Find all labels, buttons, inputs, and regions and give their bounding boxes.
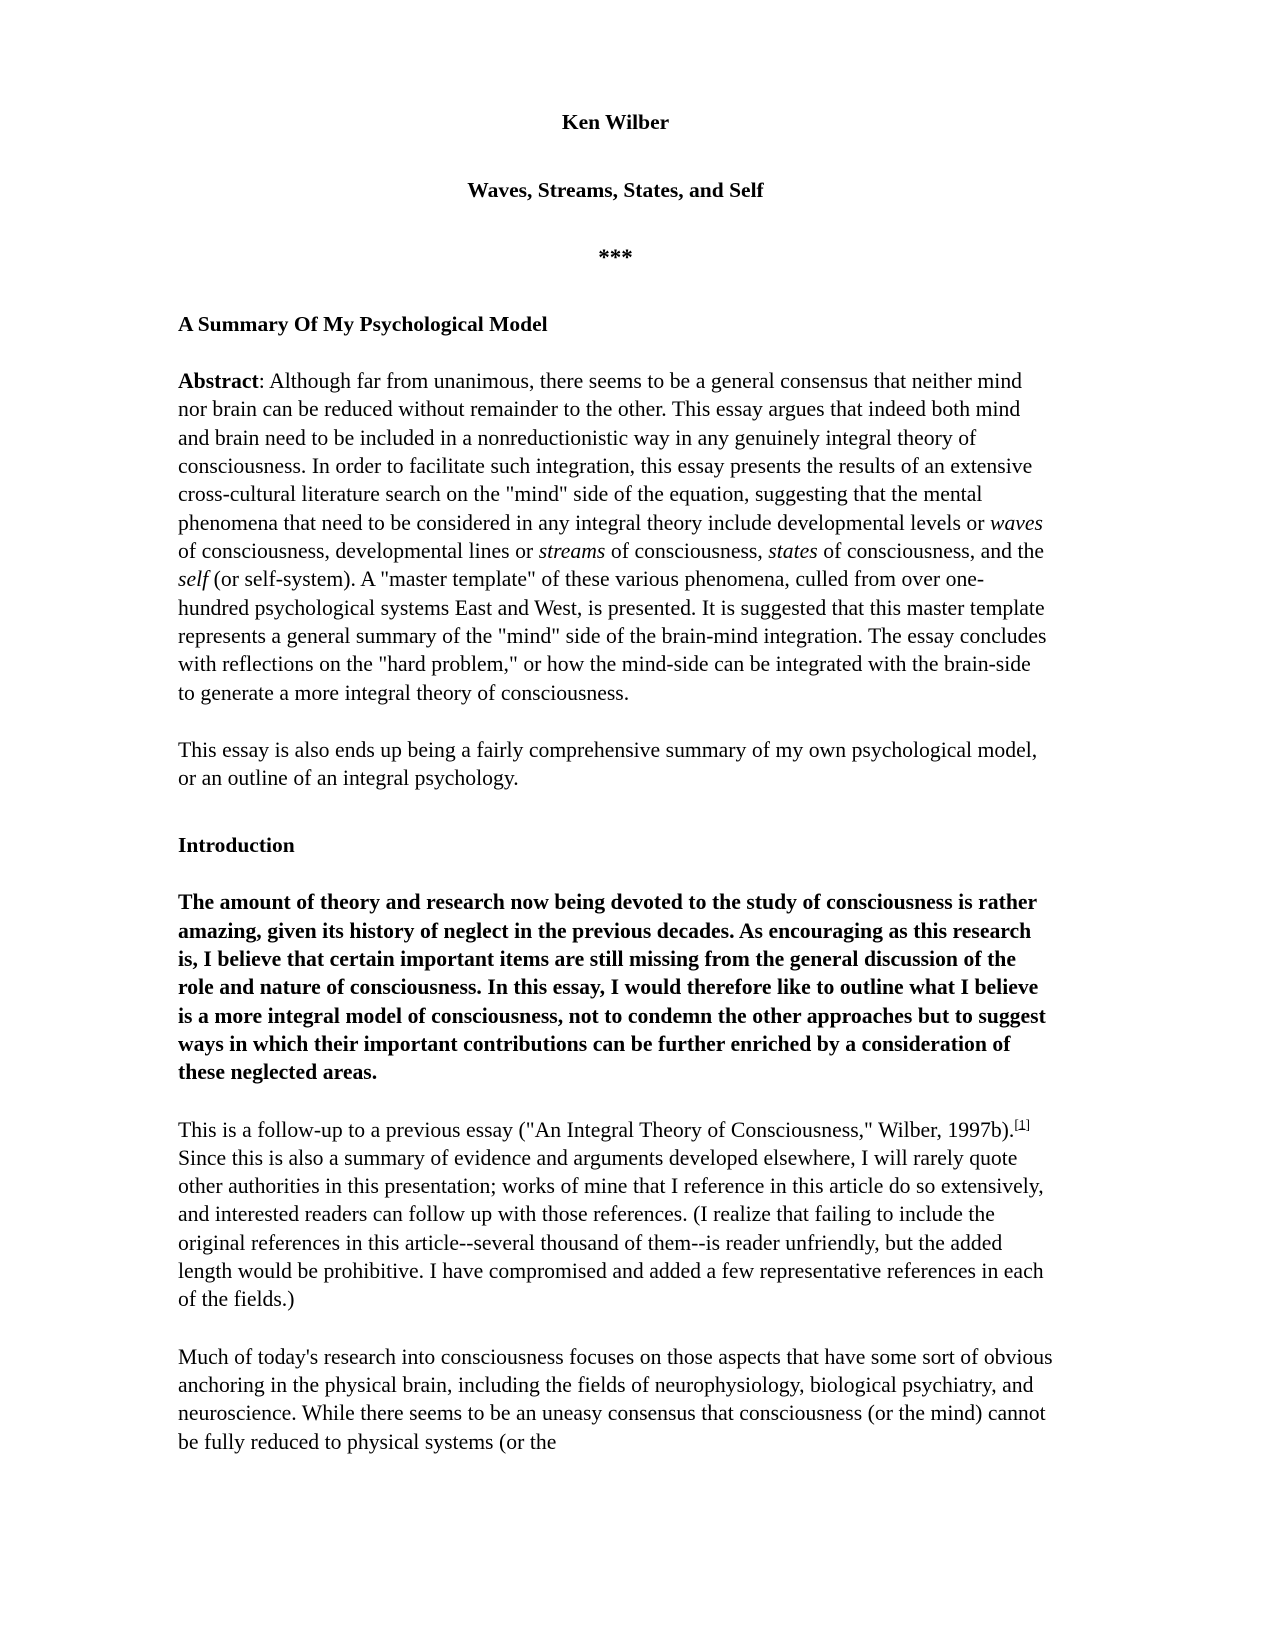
abstract-text-part-2: of consciousness, developmental lines or xyxy=(178,538,539,563)
summary-paragraph: This essay is also ends up being a fairly comprehensive summary of my own psychological model, or an outline of an integral psychology. xyxy=(178,737,1038,791)
footnote-link-label[interactable]: [1] xyxy=(1014,1116,1030,1132)
research-paragraph: Much of today's research into consciousness focuses on those aspects that have some sort of obvious anchoring in the physical brain, including the fields of neurophysiology, biological psychiatry, and neuroscience. While there seems to be an uneasy consensus that consciousness (or the mind) cannot be fully reduced to physical systems (or the xyxy=(178,1344,1053,1454)
abstract-text-part-5: (or self-system). A "master template" of these various phenomena, culled from over one-hundred psychological systems East and West, is presented. It is suggested that this master template represents a general summary of the "mind" side of the brain-mind integration. The essay concludes with reflections on the "hard problem," or how the mind-side can be integrated with the brain-side to generate a more integral theory of consciousness. xyxy=(178,567,1047,705)
section-heading-introduction: Introduction xyxy=(178,833,295,858)
asterisk-divider: *** xyxy=(598,244,633,270)
abstract-separator: : xyxy=(258,369,270,394)
followup-text-part-2: Since this is also a summary of evidence and arguments developed elsewhere, I will rarely quote other authorities in this presentation; works of mine that I reference in this article do so extensively, and interested readers can follow up with those references. (I realize that failing to include the original references in this article--several thousand of them--is reader unfriendly, but the added length would be prohibitive. I have compromised and added a few representative references in each of the fields.) xyxy=(178,1145,1044,1312)
footnote-reference-1[interactable] xyxy=(1014,1116,1030,1131)
abstract-paragraph xyxy=(178,367,1053,707)
followup-text-part-1: This is a follow-up to a previous essay ("An Integral Theory of Consciousness," Wilber, 1997b). xyxy=(178,1117,1015,1142)
document-author-title: Ken Wilber xyxy=(561,110,670,134)
section-heading-summary: A Summary Of My Psychological Model xyxy=(178,312,548,337)
abstract-emphasis-waves: waves xyxy=(990,510,1044,535)
abstract-text-part-1: Although far from unanimous, there seems to be a general consensus that neither mind nor brain can be reduced without remainder to the other. This essay argues that indeed both mind and brain need to be included in a nonreductionistic way in any genuinely integral theory of consciousness. In order to facilitate such integration, this essay presents the results of an extensive cross-cultural literature search on the "mind" side of the equation, suggesting that the mental phenomena that need to be considered in any integral theory include developmental levels or xyxy=(178,369,1033,535)
followup-paragraph xyxy=(178,1116,1053,1314)
introduction-bold-paragraph: The amount of theory and research now being devoted to the study of consciousness is rather amazing, given its history of neglect in the previous decades. As encouraging as this research is, I believe that certain important items are still missing from the general discussion of the role and nature of consciousness. In this essay, I would therefore like to outline what I believe is a more integral model of consciousness, not to condemn the other approaches but to suggest ways in which their important contributions can be further enriched by a consideration of these neglected areas. xyxy=(178,890,1046,1085)
abstract-emphasis-states: states xyxy=(768,538,818,563)
abstract-label: Abstract xyxy=(178,369,259,394)
abstract-emphasis-self: self xyxy=(178,567,209,592)
abstract-text-part-4: of consciousness, and the xyxy=(817,538,1044,563)
abstract-emphasis-streams: streams xyxy=(538,538,606,563)
abstract-text-part-3: of consciousness, xyxy=(605,538,769,563)
document-title: Waves, Streams, States, and Self xyxy=(467,177,764,202)
